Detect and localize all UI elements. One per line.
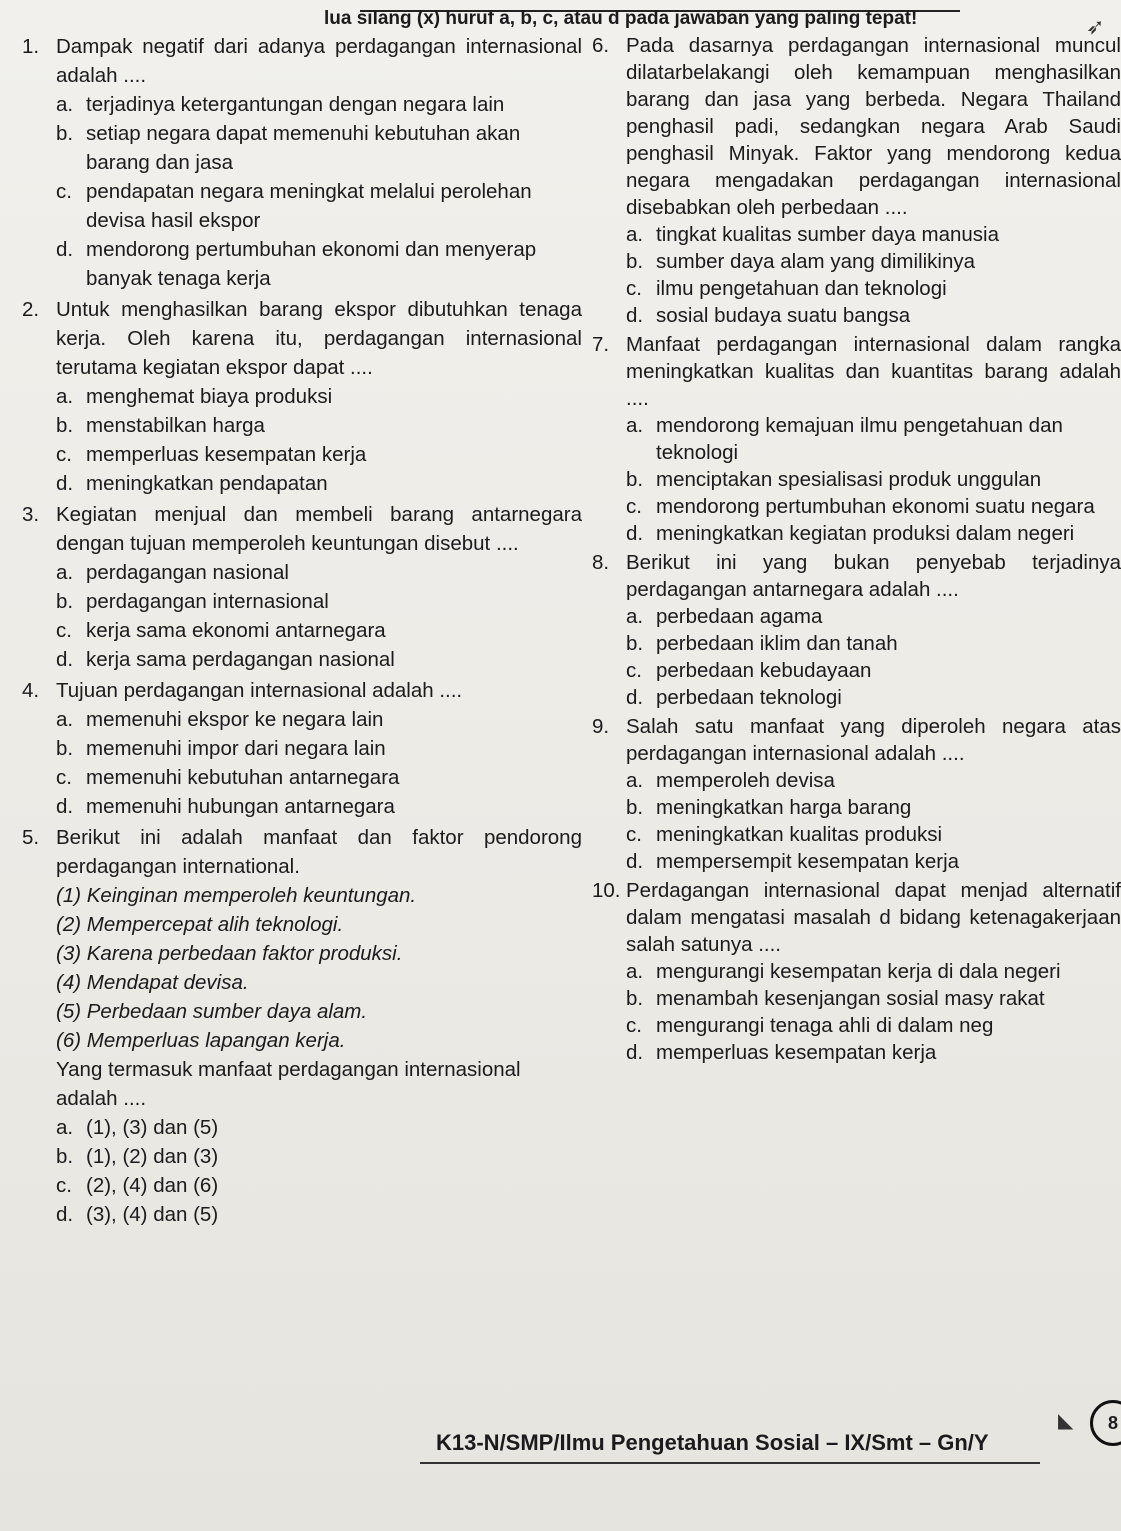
option-d[interactable]: d. mempersempit kesempatan kerja [626,850,960,873]
footer-code: K13-N/SMP/Ilmu Pengetahuan Sosial – IX/Smt – Gn/Y [436,1430,989,1455]
question-number: 7. [592,333,610,356]
statement: (5) Perbedaan sumber daya alam. [56,1000,368,1023]
option-b[interactable]: b. meningkatkan harga barang [626,796,912,819]
question-2 [22,295,582,498]
question-number: 6. [592,34,610,57]
option-b[interactable]: b. memenuhi impor dari negara lain [56,737,386,760]
option-d[interactable]: d. (3), (4) dan (5) [56,1203,219,1226]
corner-mark-icon: ➶ [1086,14,1105,39]
question-text: Dampak negatif dari adanya perdagangan internasional adalah .... [56,35,582,87]
option-d[interactable]: d. sosial budaya suatu bangsa [626,304,911,327]
option-c[interactable]: c. ilmu pengetahuan dan teknologi [626,277,947,300]
option-a[interactable]: a. perdagangan nasional [56,561,289,584]
question-text: Salah satu manfaat yang diperoleh negara atas perdagangan internasional adalah .... [626,715,1121,765]
right-column [592,32,1121,1068]
footer-rule [420,1462,1040,1464]
statement: (1) Keinginan memperoleh keuntungan. [56,884,417,907]
question-text: Tujuan perdagangan internasional adalah .... [56,679,463,702]
option-a[interactable]: a. terjadinya ketergantungan dengan negara lain [56,93,505,116]
question-9 [592,713,1121,875]
question-1 [22,32,582,293]
question-text: Kegiatan menjual dan membeli barang antarnegara dengan tujuan memperoleh keuntungan disebut .... [56,503,582,555]
question-text: Perdagangan internasional dapat menjad alternatif dalam mengatasi masalah d bidang ketenagakerjaan salah satunya .... [626,879,1121,956]
option-d[interactable]: d. memperluas kesempatan kerja [626,1041,937,1064]
option-a[interactable]: a. memenuhi ekspor ke negara lain [56,708,384,731]
publisher-logo-icon: ◣ [1058,1410,1074,1432]
option-d[interactable]: d. meningkatkan kegiatan produksi dalam negeri [626,522,1075,545]
option-b[interactable]: b. menciptakan spesialisasi produk unggulan [626,468,1042,491]
option-d[interactable]: d. perbedaan teknologi [626,686,842,709]
statement: (4) Mendapat devisa. [56,971,249,994]
option-c[interactable]: c. kerja sama ekonomi antarnegara [56,619,386,642]
question-text: Berikut ini adalah manfaat dan faktor pendorong perdagangan international. [56,826,582,878]
option-c[interactable]: c. meningkatkan kualitas produksi [626,823,943,846]
option-a[interactable]: a. tingkat kualitas sumber daya manusia [626,223,999,246]
question-number: 5. [22,826,40,849]
option-d[interactable]: d. kerja sama perdagangan nasional [56,648,395,671]
option-d[interactable]: d. mendorong pertumbuhan ekonomi dan menyerap banyak tenaga kerja [56,238,537,290]
question-3 [22,500,582,674]
option-c[interactable]: c. memenuhi kebutuhan antarnegara [56,766,400,789]
option-c[interactable]: c. mendorong pertumbuhan ekonomi suatu negara [626,495,1095,518]
option-b[interactable]: b. menstabilkan harga [56,414,265,437]
option-b[interactable]: b. sumber daya alam yang dimilikinya [626,250,976,273]
question-text: Manfaat perdagangan internasional dalam rangka meningkatkan kualitas dan kuantitas barang adalah .... [626,333,1121,410]
question-5 [22,823,582,1229]
option-a[interactable]: a. perbedaan agama [626,605,823,628]
option-b[interactable]: b. perdagangan internasional [56,590,329,613]
option-b[interactable]: b. menambah kesenjangan sosial masy rakat [626,987,1045,1010]
option-d[interactable]: d. memenuhi hubungan antarnegara [56,795,395,818]
question-6 [592,32,1121,329]
option-a[interactable]: a. memperoleh devisa [626,769,835,792]
question-10 [592,877,1121,1066]
option-c[interactable]: c. (2), (4) dan (6) [56,1174,219,1197]
instruction-header: lua silang (x) huruf a, b, c, atau d pada jawaban yang paling tepat! [324,8,918,29]
option-a[interactable]: a. mengurangi kesempatan kerja di dala negeri [626,960,1061,983]
option-a[interactable]: a. mendorong kemajuan ilmu pengetahuan dan teknologi [626,414,1063,464]
option-c[interactable]: c. memperluas kesempatan kerja [56,443,367,466]
question-8 [592,549,1121,711]
option-c[interactable]: c. pendapatan negara meningkat melalui perolehan devisa hasil ekspor [56,180,532,232]
question-number: 2. [22,298,40,321]
statement: (3) Karena perbedaan faktor produksi. [56,942,403,965]
question-4 [22,676,582,821]
question-number: 8. [592,551,610,574]
option-b[interactable]: b. (1), (2) dan (3) [56,1145,219,1168]
question-text: Untuk menghasilkan barang ekspor dibutuhkan tenaga kerja. Oleh karena itu, perdagangan internasional terutama kegiatan ekspor dapat .... [56,298,582,379]
question-number: 4. [22,679,40,702]
statement: (2) Mempercepat alih teknologi. [56,913,344,936]
option-a[interactable]: a. (1), (3) dan (5) [56,1116,219,1139]
question-number: 10. [592,879,621,902]
question-number: 9. [592,715,610,738]
option-a[interactable]: a. menghemat biaya produksi [56,385,333,408]
question-text: Pada dasarnya perdagangan internasional muncul dilatarbelakangi oleh kemampuan menghasilkan barang dan jasa yang berbeda. Negara Thailand penghasil padi, sedangkan negara Arab Saudi penghasil Minyak. Faktor yang mendorong kedua negara mengadakan perdagangan internasional disebabkan oleh perbedaan .... [626,34,1121,219]
statement: (6) Memperluas lapangan kerja. [56,1029,346,1052]
option-b[interactable]: b. perbedaan iklim dan tanah [626,632,898,655]
option-b[interactable]: b. setiap negara dapat memenuhi kebutuhan akan barang dan jasa [56,122,521,174]
question-prompt: Yang termasuk manfaat perdagangan internasional adalah .... [56,1058,521,1110]
option-c[interactable]: c. perbedaan kebudayaan [626,659,872,682]
question-number: 1. [22,35,40,58]
page-number: 8 [1090,1400,1121,1446]
question-7 [592,331,1121,547]
question-text: Berikut ini yang bukan penyebab terjadinya perdagangan antarnegara adalah .... [626,551,1121,601]
question-number: 3. [22,503,40,526]
option-d[interactable]: d. meningkatkan pendapatan [56,472,328,495]
left-column [22,32,582,1231]
option-c[interactable]: c. mengurangi tenaga ahli di dalam neg [626,1014,994,1037]
